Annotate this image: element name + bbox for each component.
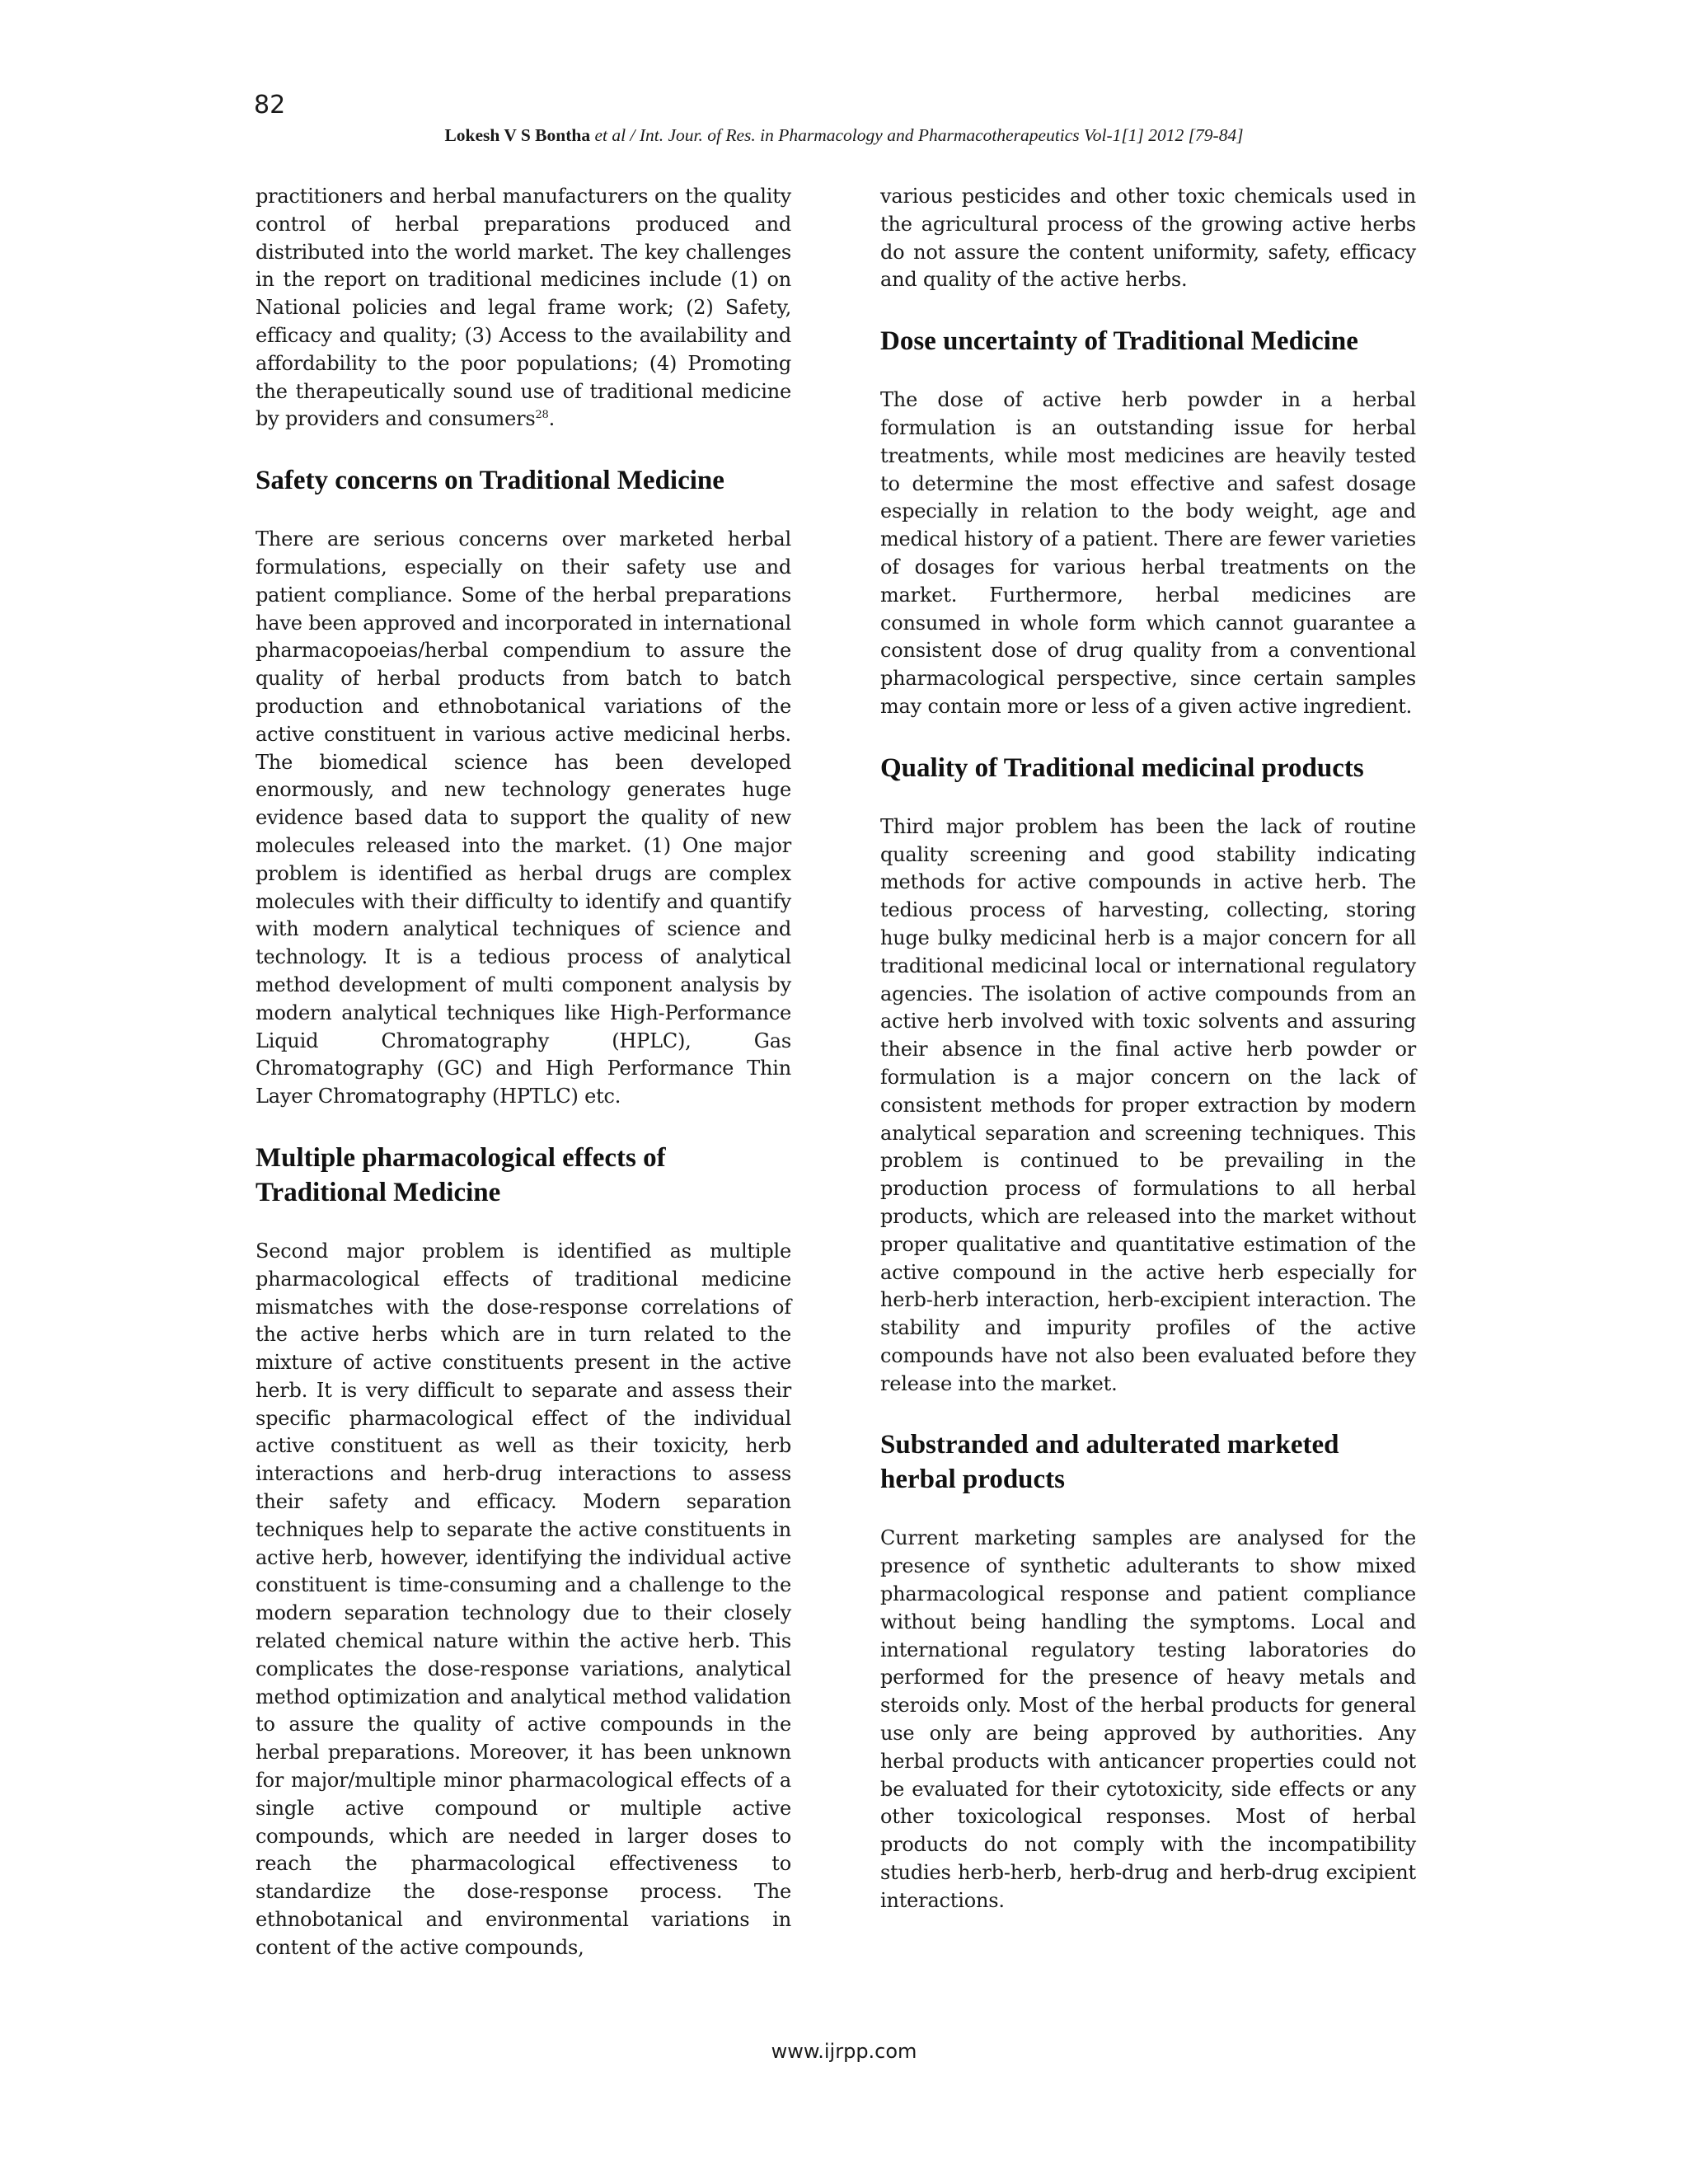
page-number: 82 — [254, 91, 286, 120]
section-paragraph-adulterated: Current marketing samples are analysed for the presence of synthetic adulterants to show mixed pharmacological response and patient compliance without being handling the symptoms. Local and international regulatory testing laboratories do performed for the presence of heavy metals and steroids only. Most of the herbal products for general use only are being approved by authorities. Any herbal products with anticancer properties could not be evaluated for their cytotoxicity, side effects or any other toxicological responses. Most of herbal products do not comply with the incompatibility studies herb-herb, herb-drug and herb-drug excipient interactions. — [880, 1526, 1416, 1912]
header-journal: / Int. Jour. of Res. in Pharmacology and Pharmacotherapeutics Vol-1[1] 2012 [79-84] — [626, 125, 1244, 145]
continued-paragraph: various pesticides and other toxic chemicals used in the agricultural process of the growing active herbs do not assure the content uniformity, safety, efficacy and quality of the active herbs. — [880, 185, 1416, 292]
section-title-safety: Safety concerns on Traditional Medicine — [256, 466, 724, 496]
section-paragraph-safety: There are serious concerns over marketed herbal formulations, especially on their safety use and patient compliance. Some of the herbal preparations have been approved and incorporated in international pharmacopoeias/herbal compendium to assure the quality of herbal products from batch to batch production and ethnobotanical variations of the active constituent in various active medicinal herbs. The biomedical science has been developed enormously, and new technology generates huge evidence based data to support the quality of new molecules released into the market. (1) One major problem is identified as herbal drugs are complex molecules with their difficulty to identify and quantify with modern analytical techniques of science and technology. It is a tedious process of analytical method development of multi component analysis by modern analytical techniques like High-Performance Liquid Chromatography (HPLC), Gas Chromatography (GC) and High Performance Thin Layer Chromatography (HPTLC) etc. — [256, 527, 791, 1108]
section-title-multiple-effects: Multiple pharmacological effects of Traditional Medicine — [256, 1142, 666, 1207]
header-author: Lokesh V S Bontha — [444, 125, 591, 145]
left-column — [256, 183, 791, 1962]
section-paragraph-quality: Third major problem has been the lack of routine quality screening and good stability indicating methods for active compounds in active herb. The tedious process of harvesting, collecting, storing huge bulky medicinal herb is a major concern for all traditional medicinal local or international regulatory agencies. The isolation of active compounds from an active herb involved with toxic solvents and assuring their absence in the final active herb powder or formulation is a major concern on the lack of consistent methods for proper extraction by modern analytical separation and screening techniques. This problem is continued to be prevailing in the production process of formulations to all herbal products, which are released into the market without proper qualitative and quantitative estimation of the active compound in the active herb especially for herb-herb interaction, herb-excipient interaction. The stability and impurity profiles of the active compounds have not also been evaluated before they release into the market. — [880, 814, 1416, 1395]
section-paragraph-dose: The dose of active herb powder in a herbal formulation is an outstanding issue for herbal treatments, while most medicines are heavily tested to determine the most effective and safest dosage especially in relation to the body weight, age and medical history of a patient. There are fewer varieties of dosages for various herbal treatments on the market. Furthermore, herbal medicines are consumed in whole form which cannot guarantee a consistent dose of drug quality from a conventional pharmacological perspective, since certain samples may contain more or less of a given active ingredient. — [880, 388, 1416, 718]
section-paragraph-multiple-effects: Second major problem is identified as multiple pharmacological effects of traditional medicine mismatches with the dose-response correlations of the active herbs which are in turn related to the mixture of active constituents present in the active herb. It is very difficult to separate and assess their specific pharmacological effect of the individual active constituent as well as their toxicity, herb interactions and herb-drug interactions to assess their safety and efficacy. Modern separation techniques help to separate the active constituents in active herb, however, identifying the individual active constituent is time-consuming and a challenge to the modern separation technology due to their closely related chemical nature within the active herb. This complicates the dose-response variations, analytical method optimization and analytical method validation to assure the quality of active compounds in the herbal preparations. Moreover, it has been unknown for major/multiple minor pharmacological effects of a single active compound or multiple active compounds, which are needed in larger doses to reach the pharmacological effectiveness to standardize the dose-response process. The ethnobotanical and environmental variations in content of the active compounds, — [256, 1239, 791, 1959]
running-header — [0, 125, 1688, 146]
section-title-dose: Dose uncertainty of Traditional Medicine — [880, 326, 1358, 357]
footer-website[interactable]: www.ijrpp.com — [771, 2040, 917, 2063]
header-etal: et al — [594, 125, 626, 145]
intro-paragraph: practitioners and herbal manufacturers on the quality control of herbal preparations produced and distributed into the world market. The key challenges in the report on traditional medicines include (1) on National policies and legal frame work; (2) Safety, efficacy and quality; (3) Access to the availability and affordability to the poor populations; (4) Promoting the therapeutically sound use of traditional medicine by providers and consumers$^{28}$. — [256, 185, 791, 431]
intro-paragraph-text: practitioners and herbal manufacturers on the quality control of herbal preparations produced and distributed into the world market. The key challenges in the report on traditional medicines include (1) on National policies and legal frame work; (2) Safety, efficacy and quality; (3) Access to the availability and affordability to the poor populations; (4) Promoting the therapeutically sound use of traditional medicine by providers and consumers — [256, 185, 791, 431]
right-column — [880, 183, 1416, 1915]
section-title-adulterated: Substranded and adulterated marketed herbal products — [880, 1430, 1339, 1495]
citation-ref: 28 — [535, 409, 549, 422]
section-title-quality: Quality of Traditional medicinal products — [880, 752, 1364, 783]
